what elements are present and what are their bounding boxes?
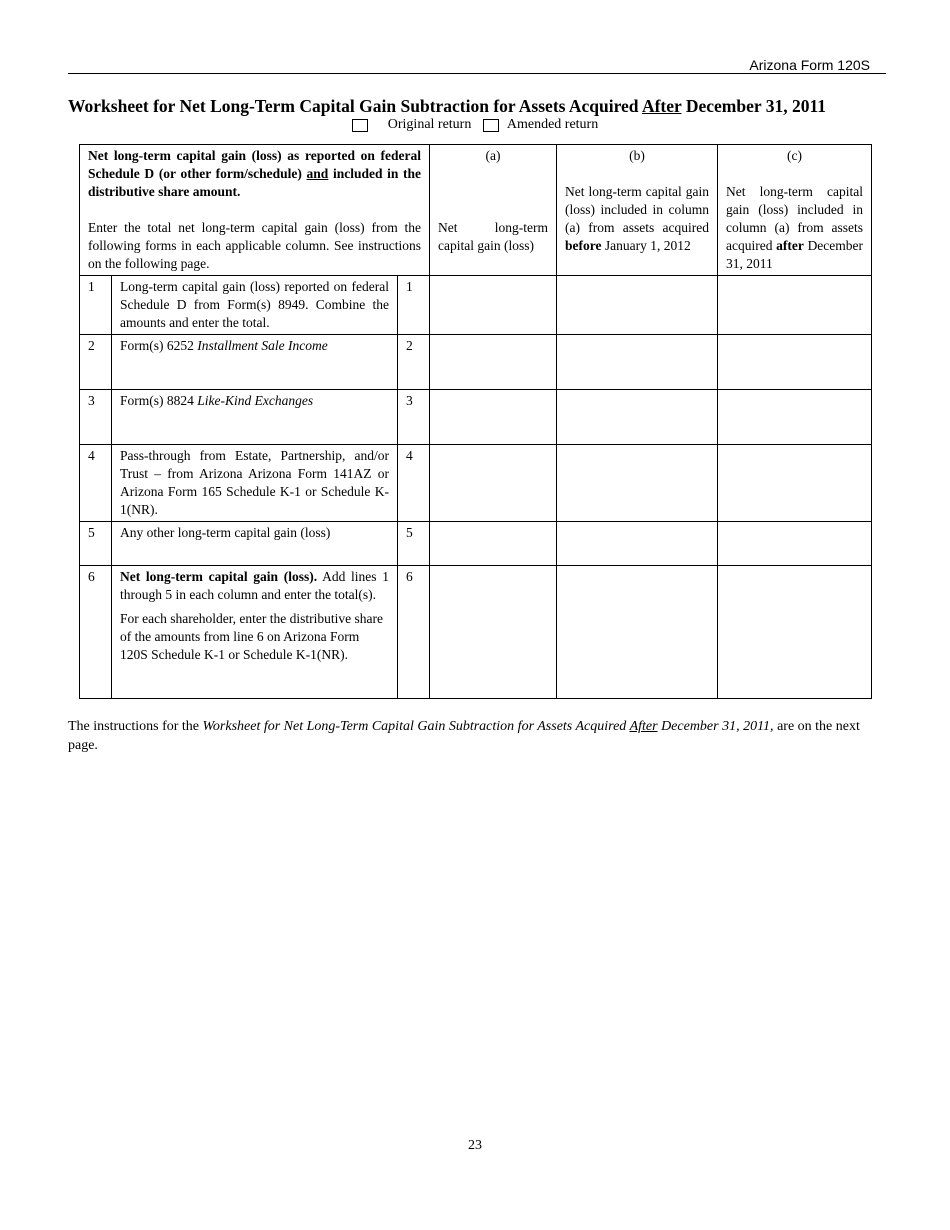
table-row: [80, 276, 872, 335]
original-return-checkbox[interactable]: [352, 119, 368, 132]
line-5-column-c-entry[interactable]: [718, 522, 872, 566]
line-description: Long-term capital gain (loss) reported on federal Schedule D from Form(s) 8949. Combine the amounts and enter the total.: [112, 276, 398, 335]
line-4-column-a-entry[interactable]: [430, 445, 557, 522]
line-3-column-b-entry[interactable]: [557, 390, 718, 445]
line-6-shareholder-note: For each shareholder, enter the distributive share of the amounts from line 6 on Arizona Form 120S Schedule K-1 or Schedule K-1(NR).: [120, 611, 383, 662]
line-3-column-c-entry[interactable]: [718, 390, 872, 445]
intro-bold-text: Net long-term capital gain (loss) as reported on federal Schedule D (or other form/schedule) and included in the distributive share amount.: [88, 148, 422, 199]
table-row: [80, 390, 872, 445]
line-description: Pass-through from Estate, Partnership, and/or Trust – from Arizona Arizona Form 141AZ or Arizona Form 165 Schedule K-1 or Schedule K-1(NR).: [112, 445, 398, 522]
amended-return-option[interactable]: [483, 117, 598, 133]
original-return-option[interactable]: [352, 117, 472, 133]
line-description: Form(s) 8824 Like-Kind Exchanges: [112, 390, 398, 445]
form-label: Arizona Form 120S: [749, 57, 870, 73]
column-c-letter: (c): [787, 148, 803, 163]
column-c-header: [718, 145, 872, 276]
line-3-column-a-entry[interactable]: [430, 390, 557, 445]
line-box-number: 3: [398, 390, 430, 445]
intro-cell: [80, 145, 430, 276]
table-row: [80, 445, 872, 522]
line-1-column-a-entry[interactable]: [430, 276, 557, 335]
line-description: Net long-term capital gain (loss). Add lines 1 through 5 in each column and enter the total(s). For each shareholder, enter the distributive share of the amounts from line 6 on Arizona Form 120S Schedule K-1 or Schedule K-1(NR).: [112, 566, 398, 699]
line-number: 5: [80, 522, 112, 566]
header-rule: [68, 73, 886, 74]
column-b-letter: (b): [629, 148, 645, 163]
page-number: 23: [468, 1138, 482, 1153]
line-box-number: 1: [398, 276, 430, 335]
amended-return-label: Amended return: [506, 117, 599, 132]
page-title: [68, 96, 886, 117]
line-2-column-b-entry[interactable]: [557, 335, 718, 390]
line-2-column-c-entry[interactable]: [718, 335, 872, 390]
column-a-label: Net long-term capital gain (loss): [438, 220, 549, 253]
column-a-header: [430, 145, 557, 276]
line-6-column-c-entry[interactable]: [718, 566, 872, 699]
line-number: 2: [80, 335, 112, 390]
line-5-column-b-entry[interactable]: [557, 522, 718, 566]
line-5-column-a-entry[interactable]: [430, 522, 557, 566]
line-4-column-b-entry[interactable]: [557, 445, 718, 522]
line-number: 1: [80, 276, 112, 335]
line-1-column-b-entry[interactable]: [557, 276, 718, 335]
line-box-number: 6: [398, 566, 430, 699]
line-description: Form(s) 6252 Installment Sale Income: [112, 335, 398, 390]
title-text-before: Worksheet for Net Long-Term Capital Gain Subtraction for Assets Acquired: [68, 96, 642, 116]
table-row: [80, 335, 872, 390]
line-4-column-c-entry[interactable]: [718, 445, 872, 522]
table-row: [80, 566, 872, 699]
instructions-note: The instructions for the Worksheet for Net Long-Term Capital Gain Subtraction for Assets Acquired After December 31, 2011, are on the next page.: [68, 719, 860, 753]
table-header-row: [80, 145, 872, 276]
amended-return-checkbox[interactable]: [483, 119, 499, 132]
column-b-header: [557, 145, 718, 276]
line-box-number: 4: [398, 445, 430, 522]
line-6-column-b-entry[interactable]: [557, 566, 718, 699]
title-emphasis: After: [641, 96, 682, 116]
intro-instructions: Enter the total net long-term capital gain (loss) from the following forms in each applicable column. See instructions on the following page.: [88, 220, 422, 271]
column-a-letter: (a): [485, 148, 501, 163]
line-6-column-a-entry[interactable]: [430, 566, 557, 699]
original-return-label: Original return: [387, 117, 472, 132]
line-box-number: 5: [398, 522, 430, 566]
table-row: [80, 522, 872, 566]
column-b-label: Net long-term capital gain (loss) included in column (a) from assets acquired before January 1, 2012: [565, 184, 710, 253]
line-number: 6: [80, 566, 112, 699]
line-2-column-a-entry[interactable]: [430, 335, 557, 390]
line-box-number: 2: [398, 335, 430, 390]
title-text-after: December 31, 2011: [681, 96, 826, 116]
worksheet-table: [79, 144, 872, 699]
return-type-options: [0, 117, 950, 137]
column-c-label: Net long-term capital gain (loss) included in column (a) from assets acquired after December 31, 2011: [726, 184, 864, 271]
line-description: Any other long-term capital gain (loss): [112, 522, 398, 566]
line-number: 4: [80, 445, 112, 522]
line-number: 3: [80, 390, 112, 445]
line-1-column-c-entry[interactable]: [718, 276, 872, 335]
